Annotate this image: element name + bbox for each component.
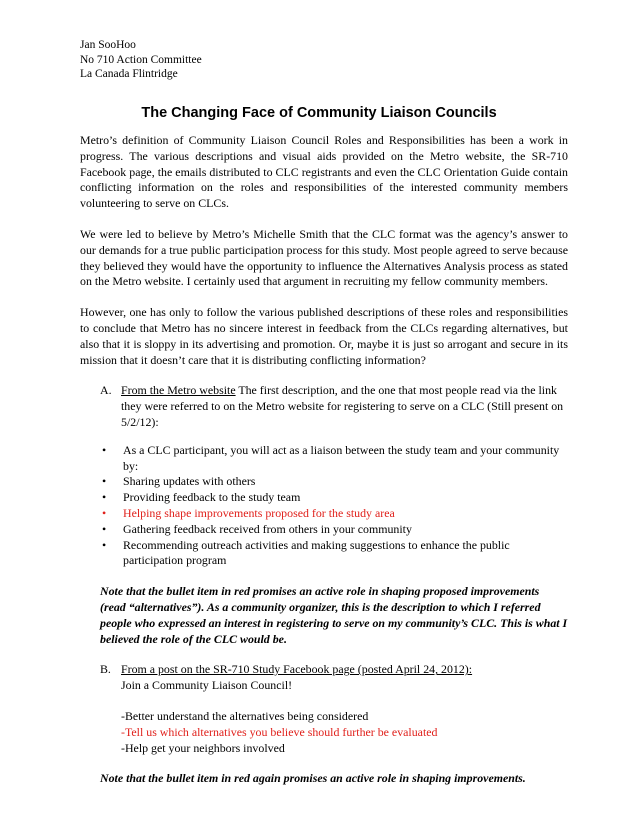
section-b-letter: B.: [100, 662, 111, 677]
bullet-icon: •: [102, 521, 107, 536]
list-item: • Recommending outreach activities and making suggestions to enhance the public participation program: [102, 537, 510, 568]
list-item: • Providing feedback to the study team: [102, 490, 301, 505]
author-header: [80, 38, 202, 82]
section-a-note: Note that the bullet item in red promises an active role in shaping proposed improvements (read “alternatives”). As a community organizer, this is the description to which I referred people who expressed an interest in registering to serve on my community’s CLC. This is what I believed the role of the CLC would be.: [100, 584, 568, 646]
bullet-icon: •: [102, 537, 107, 552]
paragraph-2: We were led to believe by Metro’s Michelle Smith that the CLC format was the agency’s answer to our demands for a true public participation process for this study. Most people agreed to serve because they believed they would have the opportunity to influence the Alternatives Analysis process as stated on the Metro website. I certainly used that argument in recruiting my fellow community members.: [80, 226, 568, 289]
bullet-icon: •: [102, 505, 107, 520]
metro-website-link[interactable]: From the Metro website: [121, 383, 236, 398]
section-a: [100, 383, 568, 787]
section-a-letter: A.: [100, 383, 112, 398]
author-name: Jan SooHoo: [80, 39, 136, 51]
document-body: [80, 133, 568, 802]
list-item: • Gathering feedback received from others in your community: [102, 521, 412, 536]
bullet-icon: •: [102, 490, 107, 505]
bullet-icon: •: [102, 442, 107, 457]
section-a-text: The first description, and the one that most people read via the link they were referred to on the Metro website for registering to serve on a CLC (Still present on 5/2/12):: [121, 383, 564, 429]
document-title: The Changing Face of Community Liaison Councils: [141, 105, 497, 121]
list-item: • Sharing updates with others: [102, 474, 256, 489]
section-b-heading-text: From a post on the SR-710 Study Facebook page (posted April 24, 2012):: [121, 662, 473, 677]
section-b-item-3: -Help get your neighbors involved: [121, 740, 285, 755]
section-b-item-2-highlighted: -Tell us which alternatives you believe should further be evaluated: [121, 724, 438, 739]
author-city: La Canada Flintridge: [80, 68, 178, 80]
paragraph-1: Metro’s definition of Community Liaison Council Roles and Responsibilities has been a work in progress. The various descriptions and visual aids provided on the Metro website, the SR-710 Facebook page, the emails distributed to CLC registrants and even the CLC Orientation Guide contain conflicting information on the roles and responsibilities of the interested community members volunteering to serve on CLCs.: [80, 133, 568, 211]
section-b-item-1: -Better understand the alternatives being considered: [121, 708, 369, 723]
section-b-heading: [100, 662, 568, 678]
bullet-icon: •: [102, 474, 107, 489]
author-organization: No 710 Action Committee: [80, 53, 202, 66]
paragraph-3: However, one has only to follow the various published descriptions of these roles and responsibilities to conclude that Metro has no sincere interest in feedback from the CLCs regarding alternatives, but also that it is sloppy in its advertising and promotion. Or, maybe it is just so arrogant and secure in its mission that it doesn’t care that it is distributing conflicting information?: [80, 305, 568, 367]
section-a-heading: [100, 383, 568, 430]
section-a-bullet-list: [100, 443, 568, 569]
section-b-note: Note that the bullet item in red again promises an active role in shaping improvements.: [100, 771, 526, 786]
section-b-intro: Join a Community Liaison Council!: [121, 678, 293, 693]
list-item: • As a CLC participant, you will act as a liaison between the study team and your community by:: [102, 442, 560, 473]
list-item-highlighted: • Helping shape improvements proposed for the study area: [102, 505, 395, 520]
